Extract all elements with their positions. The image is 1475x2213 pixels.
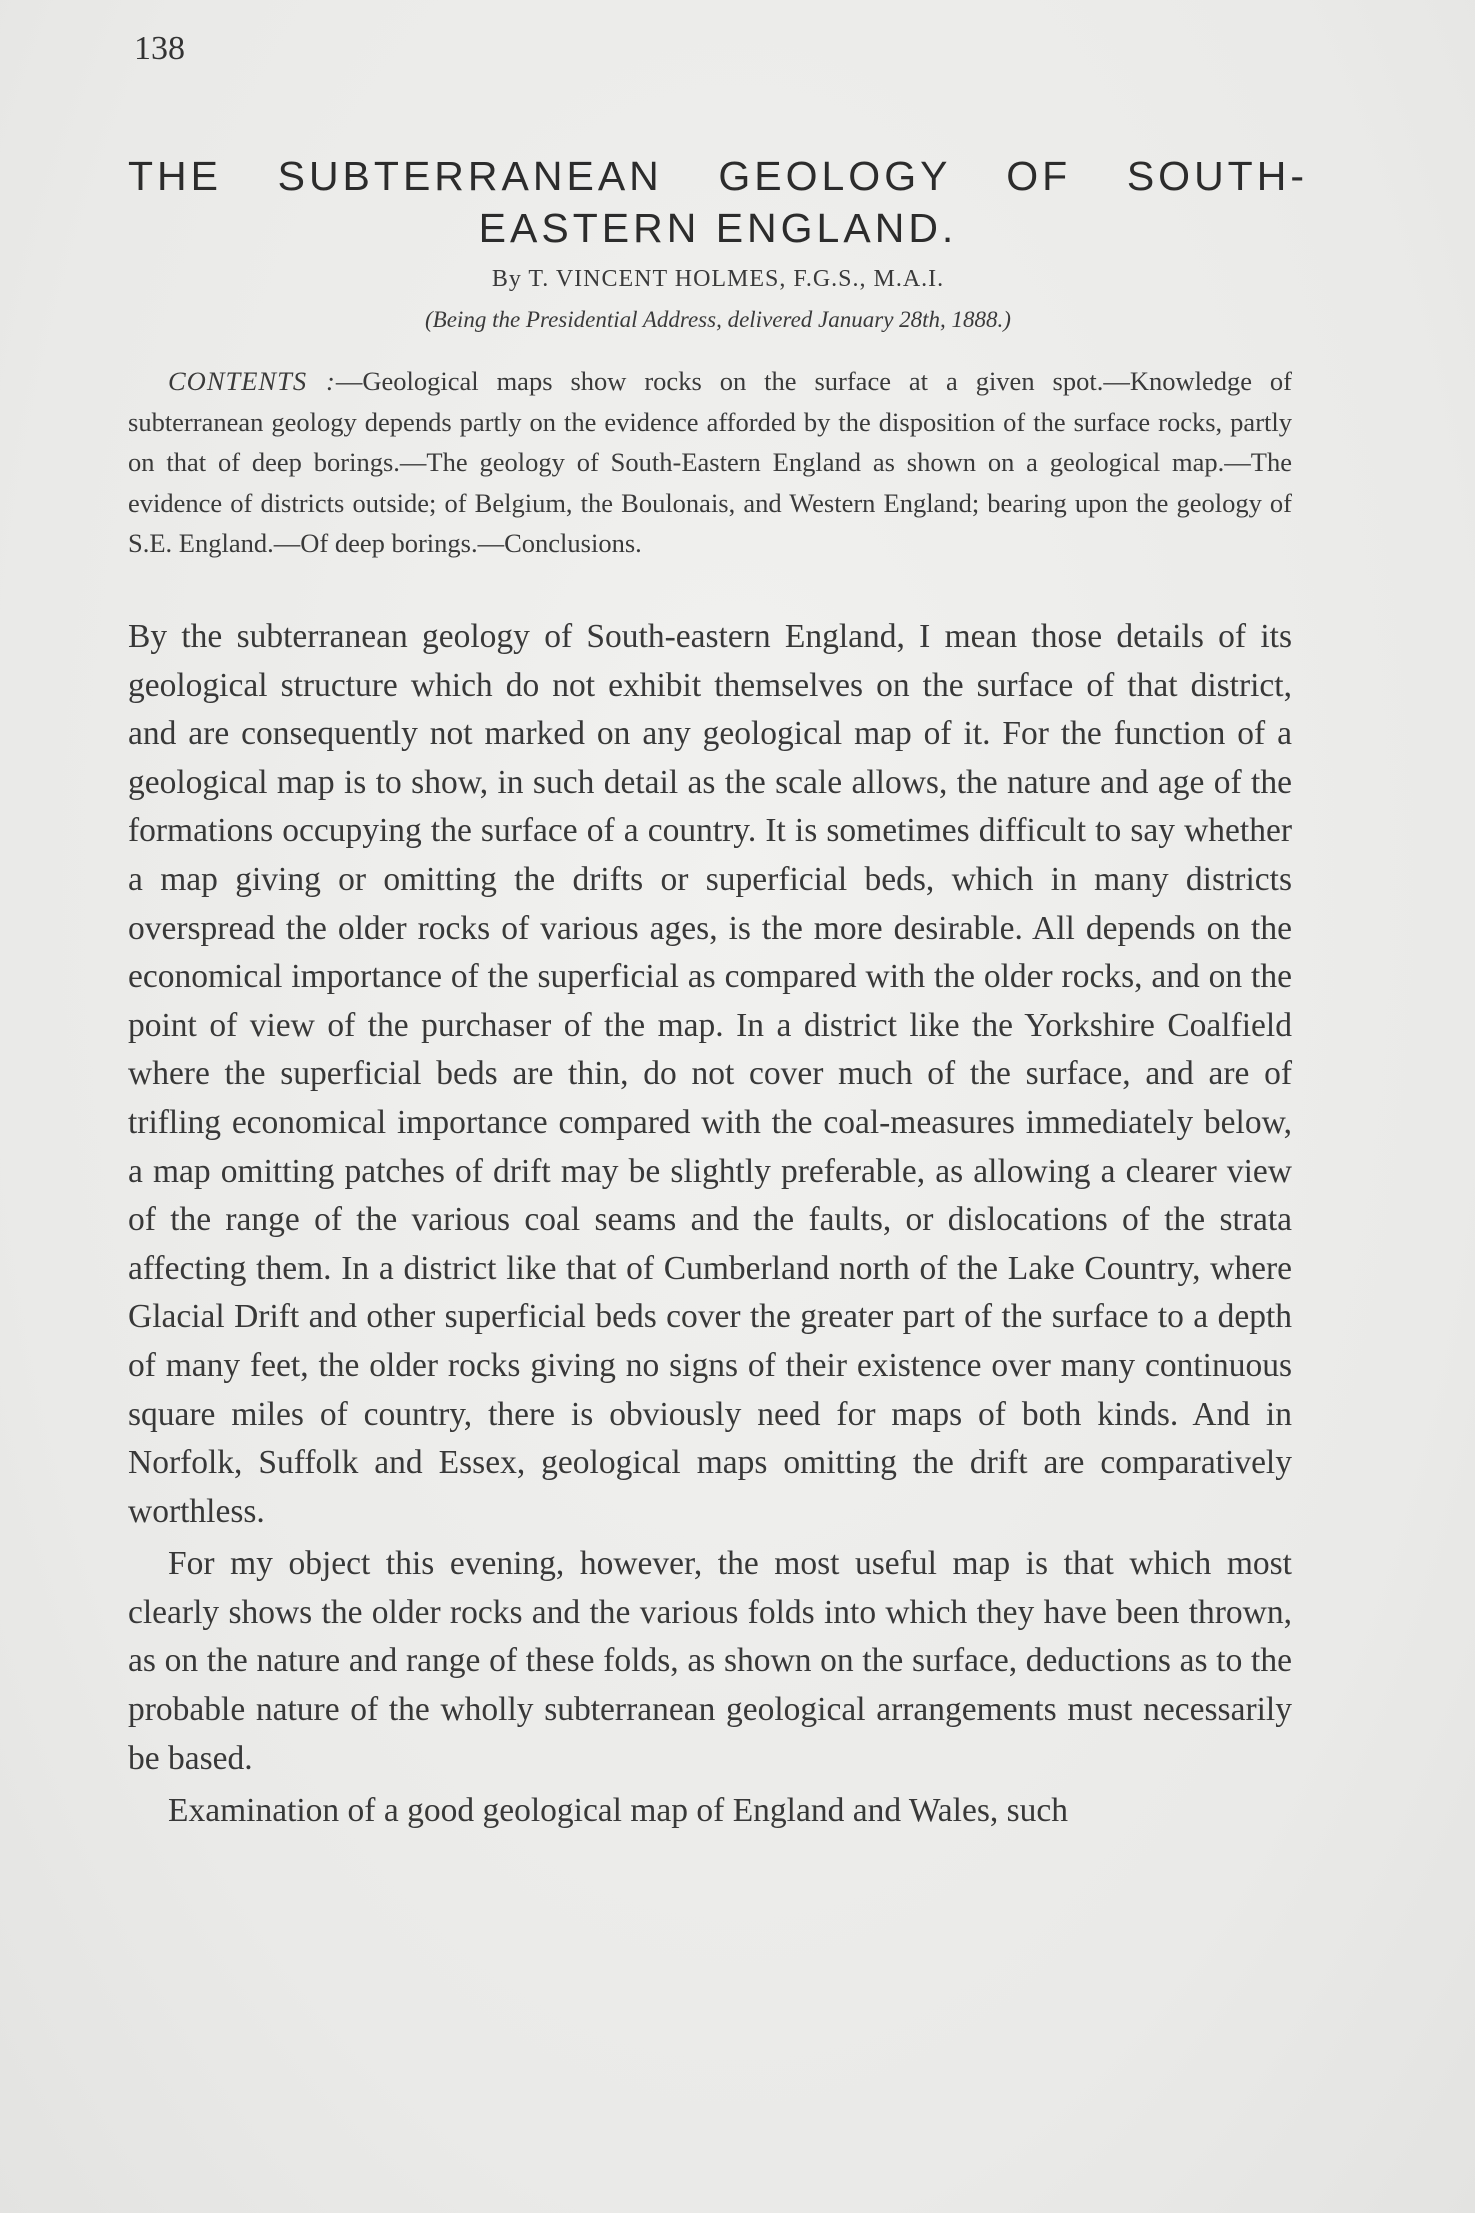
body-paragraph-2: For my object this evening, however, the most useful map is that which most clearly shows the older rocks and the various folds into which they have been thrown, as on the nature and range of these folds, as shown on the surface, deductions as to the probable nature of the wholly subterranean geological arrangements must necessarily be based.: [128, 1545, 1292, 1777]
article-body: [128, 613, 1292, 1836]
article-title: [128, 150, 1308, 254]
article-title-line-1: THE SUBTERRANEAN GEOLOGY OF SOUTH-: [128, 153, 1308, 199]
page-number: 138: [134, 30, 185, 67]
contents-text: —Geological maps show rocks on the surface at a given spot.—Knowledge of subterranean geology depends partly on the evidence afforded by the disposition of the surface rocks, partly on that of deep borings.—The geology of South-Eastern England as shown on a geological map.—The evidence of districts outside; of Belgium, the Boulonais, and Western England; bearing upon the geology of S.E. England.—Of deep borings.—Conclusions.: [128, 366, 1293, 558]
contents-summary: [128, 361, 1292, 564]
address-note: (Being the Presidential Address, delivered January 28th, 1888.): [425, 307, 1011, 332]
body-paragraph-1: By the subterranean geology of South-eastern England, I mean those details of its geological structure which do not exhibit themselves on the surface of that district, and are consequently not marked on any geological map of it. For the function of a geological map is to show, in such detail as the scale allows, the nature and age of the formations occupying the surface of a country. It is sometimes difficult to say whether a map giving or omitting the drifts or superficial beds, which in many districts overspread the older rocks of various ages, is the more desirable. All depends on the economical importance of the superficial as compared with the older rocks, and on the point of view of the purchaser of the map. In a district like the Yorkshire Coalfield where the superficial beds are thin, do not cover much of the surface, and are of trifling economical importance compared with the coal-measures immediately below, a map omitting patches of drift may be slightly preferable, as allowing a clearer view of the range of the various coal seams and the faults, or dislocations of the strata affecting them. In a district like that of Cumberland north of the Lake Country, where Glacial Drift and other superficial beds cover the greater part of the surface to a depth of many feet, the older rocks giving no signs of their existence over many continuous square miles of country, there is obviously need for maps of both kinds. And in Norfolk, Suffolk and Essex, geological maps omitting the drift are comparatively worthless.: [128, 618, 1292, 1530]
body-paragraph-3: Examination of a good geological map of England and Wales, such: [168, 1792, 1069, 1830]
author-byline: By T. VINCENT HOLMES, F.G.S., M.A.I.: [491, 266, 945, 292]
article-title-line-2: EASTERN ENGLAND.: [478, 205, 958, 251]
contents-label: CONTENTS :: [168, 366, 336, 396]
